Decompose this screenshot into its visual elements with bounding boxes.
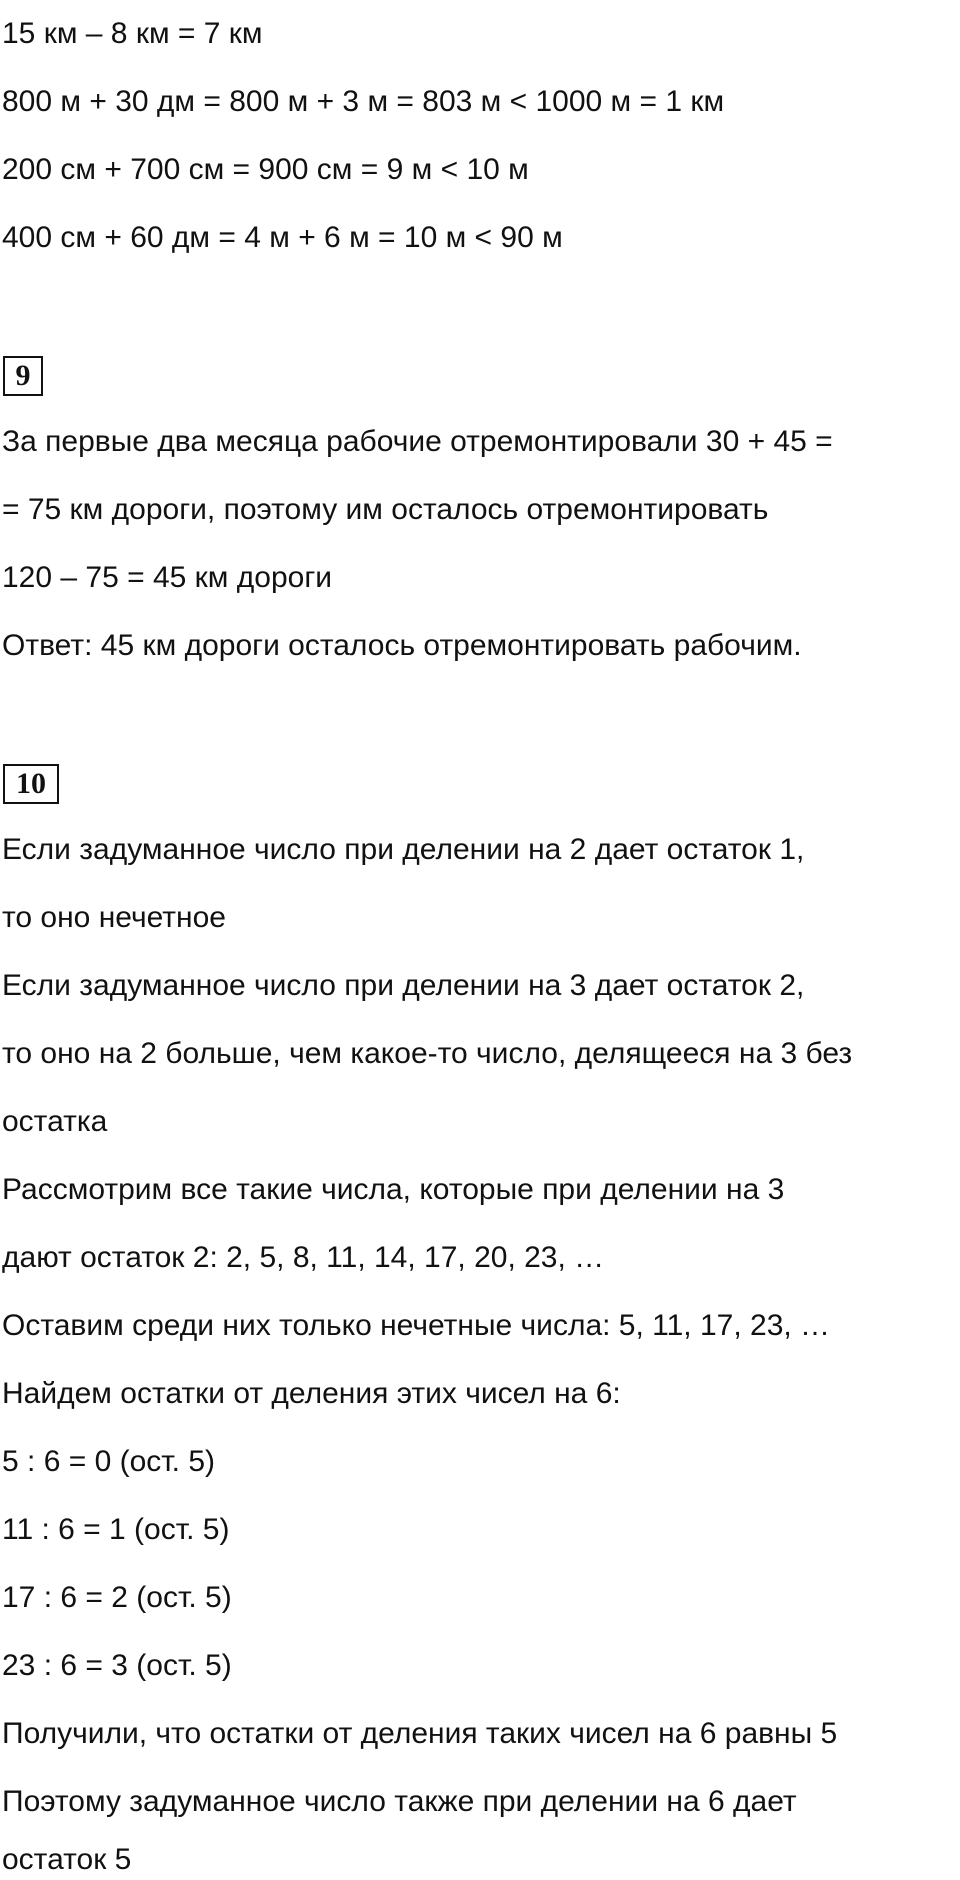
text-line: 800 м + 30 дм = 800 м + 3 м = 803 м < 1000 м = 1 км [2, 85, 725, 118]
task-number-box: 10 [3, 764, 59, 804]
text-line: Получили, что остатки от деления таких чисел на 6 равны 5 [2, 1717, 838, 1750]
text-line: = 75 км дороги, поэтому им осталось отремонтировать [2, 493, 769, 526]
text-line: Найдем остатки от деления этих чисел на 6: [2, 1377, 621, 1410]
text-line: Если задуманное число при делении на 2 дает остаток 1, [2, 833, 805, 866]
text-line: 400 см + 60 дм = 4 м + 6 м = 10 м < 90 м [2, 221, 563, 254]
calculation-line: 5 : 6 = 0 (ост. 5) [2, 1445, 216, 1478]
text-line: 120 – 75 = 45 км дороги [2, 561, 333, 594]
calculation-line: 23 : 6 = 3 (ост. 5) [2, 1649, 232, 1682]
text-line: дают остаток 2: 2, 5, 8, 11, 14, 17, 20, 23, … [2, 1241, 605, 1274]
task-number-box: 9 [3, 356, 43, 396]
text-line: то оно на 2 больше, чем какое-то число, делящееся на 3 без [2, 1037, 853, 1070]
text-line: 15 км – 8 км = 7 км [2, 17, 263, 50]
text-line: Если задуманное число при делении на 3 дает остаток 2, [2, 969, 805, 1002]
text-line: Рассмотрим все такие числа, которые при делении на 3 [2, 1173, 785, 1206]
text-line: Поэтому задуманное число также при делении на 6 дает [2, 1785, 797, 1818]
calculation-line: 17 : 6 = 2 (ост. 5) [2, 1581, 232, 1614]
text-line: остатка [2, 1105, 108, 1138]
text-line: Оставим среди них только нечетные числа: 5, 11, 17, 23, … [2, 1309, 831, 1342]
text-line: За первые два месяца рабочие отремонтировали 30 + 45 = [2, 425, 833, 458]
text-line: остаток 5 [2, 1843, 132, 1876]
text-line: то оно нечетное [2, 901, 226, 934]
calculation-line: 11 : 6 = 1 (ост. 5) [2, 1513, 230, 1546]
answer-line: Ответ: 45 км дороги осталось отремонтировать рабочим. [2, 629, 802, 662]
text-line: 200 см + 700 см = 900 см = 9 м < 10 м [2, 153, 529, 186]
